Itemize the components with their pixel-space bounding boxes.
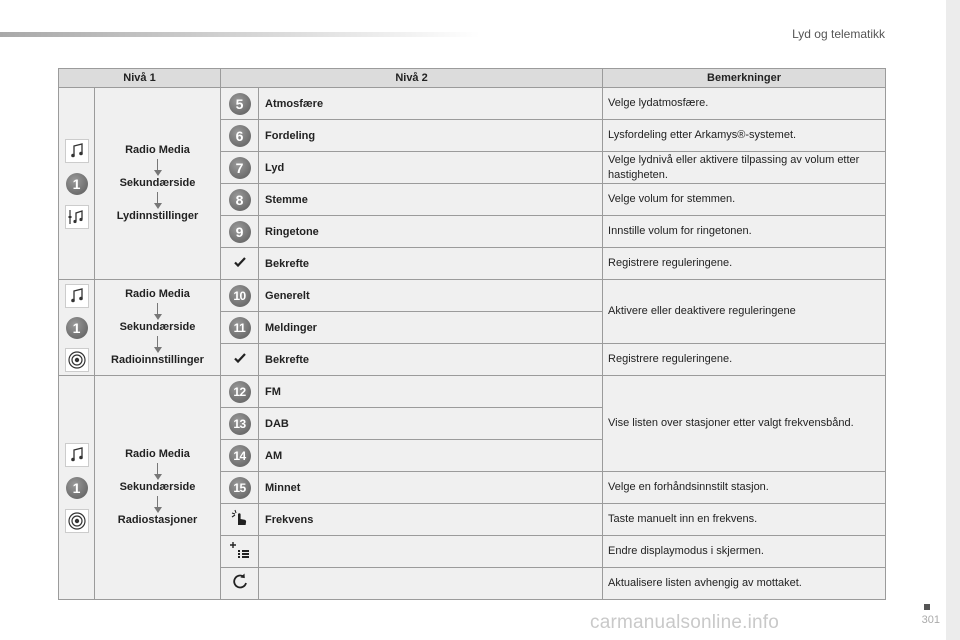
level2-label: Lyd bbox=[259, 152, 603, 184]
level2-label: Atmosfære bbox=[259, 88, 603, 120]
settings-table bbox=[58, 68, 886, 600]
level2-label: AM bbox=[259, 440, 603, 472]
header-level1: Nivå 1 bbox=[59, 69, 221, 88]
menu-item: Sekundærside bbox=[119, 177, 196, 189]
badge-cell bbox=[221, 440, 259, 472]
level2-label: Ringetone bbox=[259, 216, 603, 248]
remark: Registrere reguleringene. bbox=[603, 248, 886, 280]
level2-label: Bekrefte bbox=[259, 248, 603, 280]
sound-settings-icon bbox=[65, 205, 89, 229]
menu-item: Radio Media bbox=[125, 144, 190, 156]
display-mode-icon bbox=[229, 540, 251, 560]
page-edge-bar bbox=[946, 0, 960, 640]
badge-cell bbox=[221, 344, 259, 376]
level2-label: Bekrefte bbox=[259, 344, 603, 376]
level2-label: FM bbox=[259, 376, 603, 408]
menu-item: Lydinnstillinger bbox=[116, 210, 199, 222]
menu-item: Radiostasjoner bbox=[117, 514, 198, 526]
music-note-icon bbox=[65, 139, 89, 163]
remark: Aktivere eller deaktivere reguleringene bbox=[603, 280, 886, 344]
level2-label: Minnet bbox=[259, 472, 603, 504]
menu-item: Radio Media bbox=[125, 448, 190, 460]
arrow-down-icon bbox=[154, 190, 162, 210]
section-title: Lyd og telematikk bbox=[792, 27, 885, 41]
table-row bbox=[59, 88, 886, 120]
step-badge: 13 bbox=[229, 413, 251, 435]
step-badge: 10 bbox=[229, 285, 251, 307]
refresh-icon bbox=[230, 572, 250, 592]
menu-path-cell bbox=[95, 376, 221, 600]
page-number: 301 bbox=[921, 614, 940, 626]
radio-stations-icon bbox=[65, 509, 89, 533]
remark: Lysfordeling etter Arkamys®-systemet. bbox=[603, 120, 886, 152]
step-badge: 12 bbox=[229, 381, 251, 403]
music-note-icon bbox=[65, 284, 89, 308]
arrow-down-icon bbox=[154, 301, 162, 321]
level1-icon-cell bbox=[59, 280, 95, 376]
arrow-down-icon bbox=[154, 157, 162, 177]
level2-label: Meldinger bbox=[259, 312, 603, 344]
remark: Velge lydatmosfære. bbox=[603, 88, 886, 120]
badge-cell bbox=[221, 152, 259, 184]
table-row bbox=[59, 376, 886, 408]
top-decor-bar bbox=[0, 32, 480, 37]
arrow-down-icon bbox=[154, 334, 162, 354]
step-badge: 1 bbox=[66, 477, 88, 499]
badge-cell bbox=[221, 88, 259, 120]
touch-hand-icon bbox=[229, 508, 251, 528]
remark: Velge en forhåndsinnstilt stasjon. bbox=[603, 472, 886, 504]
menu-path-cell bbox=[95, 88, 221, 280]
badge-cell bbox=[221, 472, 259, 504]
badge-cell bbox=[221, 216, 259, 248]
badge-cell bbox=[221, 280, 259, 312]
check-icon bbox=[233, 351, 247, 365]
remark: Registrere reguleringene. bbox=[603, 344, 886, 376]
step-badge: 1 bbox=[66, 173, 88, 195]
level2-label: DAB bbox=[259, 408, 603, 440]
badge-cell bbox=[221, 536, 259, 568]
menu-item: Radio Media bbox=[125, 288, 190, 300]
badge-cell bbox=[221, 312, 259, 344]
menu-item: Sekundærside bbox=[119, 321, 196, 333]
level2-label: Frekvens bbox=[259, 504, 603, 536]
table-header-row bbox=[59, 69, 886, 88]
level2-label: Fordeling bbox=[259, 120, 603, 152]
badge-cell bbox=[221, 376, 259, 408]
menu-path-cell bbox=[95, 280, 221, 376]
level2-label: Stemme bbox=[259, 184, 603, 216]
badge-cell bbox=[221, 568, 259, 600]
step-badge: 7 bbox=[229, 157, 251, 179]
header-level2: Nivå 2 bbox=[221, 69, 603, 88]
step-badge: 9 bbox=[229, 221, 251, 243]
step-badge: 1 bbox=[66, 317, 88, 339]
page-marker bbox=[924, 604, 930, 610]
remark: Velge volum for stemmen. bbox=[603, 184, 886, 216]
radio-settings-icon bbox=[65, 348, 89, 372]
level2-label bbox=[259, 536, 603, 568]
remark: Aktualisere listen avhengig av mottaket. bbox=[603, 568, 886, 600]
menu-item: Sekundærside bbox=[119, 481, 196, 493]
remark: Velge lydnivå eller aktivere tilpassing av volum etter hastigheten. bbox=[603, 152, 886, 184]
level2-label: Generelt bbox=[259, 280, 603, 312]
step-badge: 15 bbox=[229, 477, 251, 499]
badge-cell bbox=[221, 504, 259, 536]
header-remarks: Bemerkninger bbox=[603, 69, 886, 88]
step-badge: 6 bbox=[229, 125, 251, 147]
badge-cell bbox=[221, 120, 259, 152]
remark: Taste manuelt inn en frekvens. bbox=[603, 504, 886, 536]
badge-cell bbox=[221, 248, 259, 280]
remark: Innstille volum for ringetonen. bbox=[603, 216, 886, 248]
badge-cell bbox=[221, 408, 259, 440]
remark: Endre displaymodus i skjermen. bbox=[603, 536, 886, 568]
level2-label bbox=[259, 568, 603, 600]
table-row bbox=[59, 280, 886, 312]
step-badge: 8 bbox=[229, 189, 251, 211]
remark: Vise listen over stasjoner etter valgt frekvensbånd. bbox=[603, 376, 886, 472]
arrow-down-icon bbox=[154, 461, 162, 481]
level1-icon-cell bbox=[59, 376, 95, 600]
music-note-icon bbox=[65, 443, 89, 467]
step-badge: 5 bbox=[229, 93, 251, 115]
step-badge: 11 bbox=[229, 317, 251, 339]
menu-item: Radioinnstillinger bbox=[111, 354, 204, 366]
step-badge: 14 bbox=[229, 445, 251, 467]
watermark: carmanualsonline.info bbox=[590, 612, 780, 633]
check-icon bbox=[233, 255, 247, 269]
level1-icon-cell bbox=[59, 88, 95, 280]
arrow-down-icon bbox=[154, 494, 162, 514]
badge-cell bbox=[221, 184, 259, 216]
